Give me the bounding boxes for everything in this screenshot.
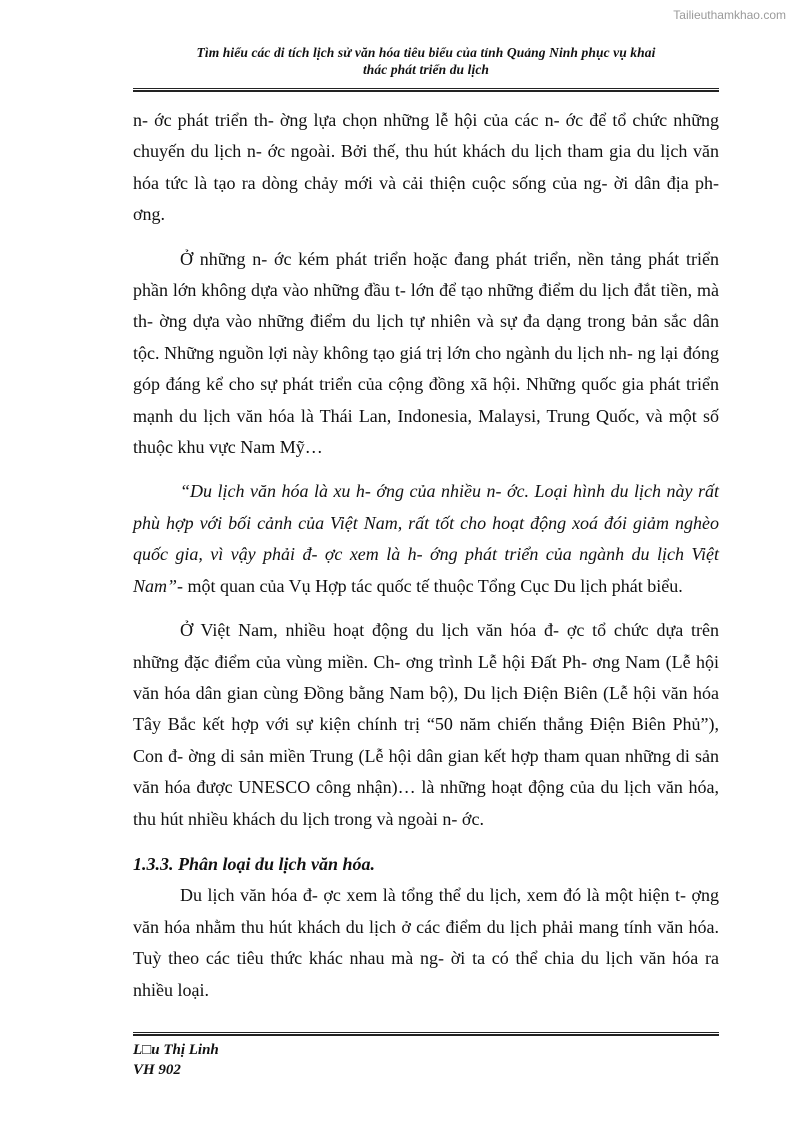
header-divider — [133, 88, 719, 92]
paragraph-3-quote — [133, 476, 719, 602]
page-footer — [133, 1040, 219, 1080]
quote-attribution: - một quan của Vụ Hợp tác quốc tế thuộc Tổng Cục Du lịch phát biểu. — [177, 575, 683, 596]
paragraph-5: Du lịch văn hóa đ- ợc xem là tổng thể du lịch, xem đó là một hiện t- ợng văn hóa nhằm thu hút khách du lịch ở các điểm du lịch phải mang tính văn hóa. Tuỳ theo các tiêu thức khác nhau mà ng- ời ta có thể chia du lịch văn hóa ra nhiều loại. — [133, 885, 719, 1000]
running-header — [133, 44, 719, 78]
header-title-line-1: Tìm hiểu các di tích lịch sử văn hóa tiêu biểu của tỉnh Quảng Ninh phục vụ khai — [196, 45, 656, 60]
header-title-line-2: thác phát triển du lịch — [362, 62, 490, 77]
footer-class-code: VH 902 — [133, 1062, 181, 1078]
page-body — [133, 105, 719, 1006]
paragraph-4: Ở Việt Nam, nhiều hoạt động du lịch văn hóa đ- ợc tổ chức dựa trên những đặc điểm của vùng miền. Ch- ơng trình Lễ hội Đất Ph- ơng Nam (Lễ hội văn hóa dân gian cùng Đồng bằng Nam bộ), Du lịch Điện Biên (Lễ hội văn hóa Tây Bắc kết hợp với sự kiện chính trị “50 năm chiến thắng Điện Biên Phủ”), Con đ- ờng di sản miền Trung (Lễ hội dân gian kết hợp tham quan những di sản văn hóa được UNESCO công nhận)… là những hoạt động của du lịch văn hóa, thu hút nhiều khách du lịch trong và ngoài n- ớc. — [133, 620, 719, 829]
footer-divider — [133, 1032, 719, 1036]
watermark-text: Tailieuthamkhao.com — [673, 8, 786, 22]
quote-text: “Du lịch văn hóa là xu h- ớng của nhiều n- ớc. Loại hình du lịch này rất phù hợp với bối cảnh của Việt Nam, rất tốt cho hoạt động xoá đói giảm nghèo quốc gia, vì vậy phải đ- ợc xem là h- ớng phát triển của ngành du lịch Việt Nam” — [133, 481, 719, 596]
paragraph-1: n- ớc phát triển th- ờng lựa chọn những lễ hội của các n- ớc để tổ chức những chuyến du lịch n- ớc ngoài. Bởi thế, thu hút khách du lịch tham gia du lịch văn hóa tức là tạo ra dòng chảy mới và cải thiện cuộc sống của ng- ời dân địa ph- ơng. — [133, 110, 719, 225]
footer-author: L□u Thị Linh — [133, 1042, 219, 1058]
section-heading: 1.3.3. Phân loại du lịch văn hóa. — [133, 853, 376, 874]
paragraph-2: Ở những n- ớc kém phát triển hoặc đang phát triển, nền tảng phát triển phần lớn không dựa vào những đầu t- lớn để tạo những điểm du lịch đắt tiền, mà th- ờng dựa vào những điểm du lịch tự nhiên và sự đa dạng trong bản sắc dân tộc. Những nguồn lợi này không tạo giá trị lớn cho ngành du lịch nh- ng lại đóng góp đáng kể cho sự phát triển của cộng đồng xã hội. Những quốc gia phát triển mạnh du lịch văn hóa là Thái Lan, Indonesia, Malaysi, Trung Quốc, và một số thuộc khu vực Nam Mỹ… — [133, 248, 719, 458]
